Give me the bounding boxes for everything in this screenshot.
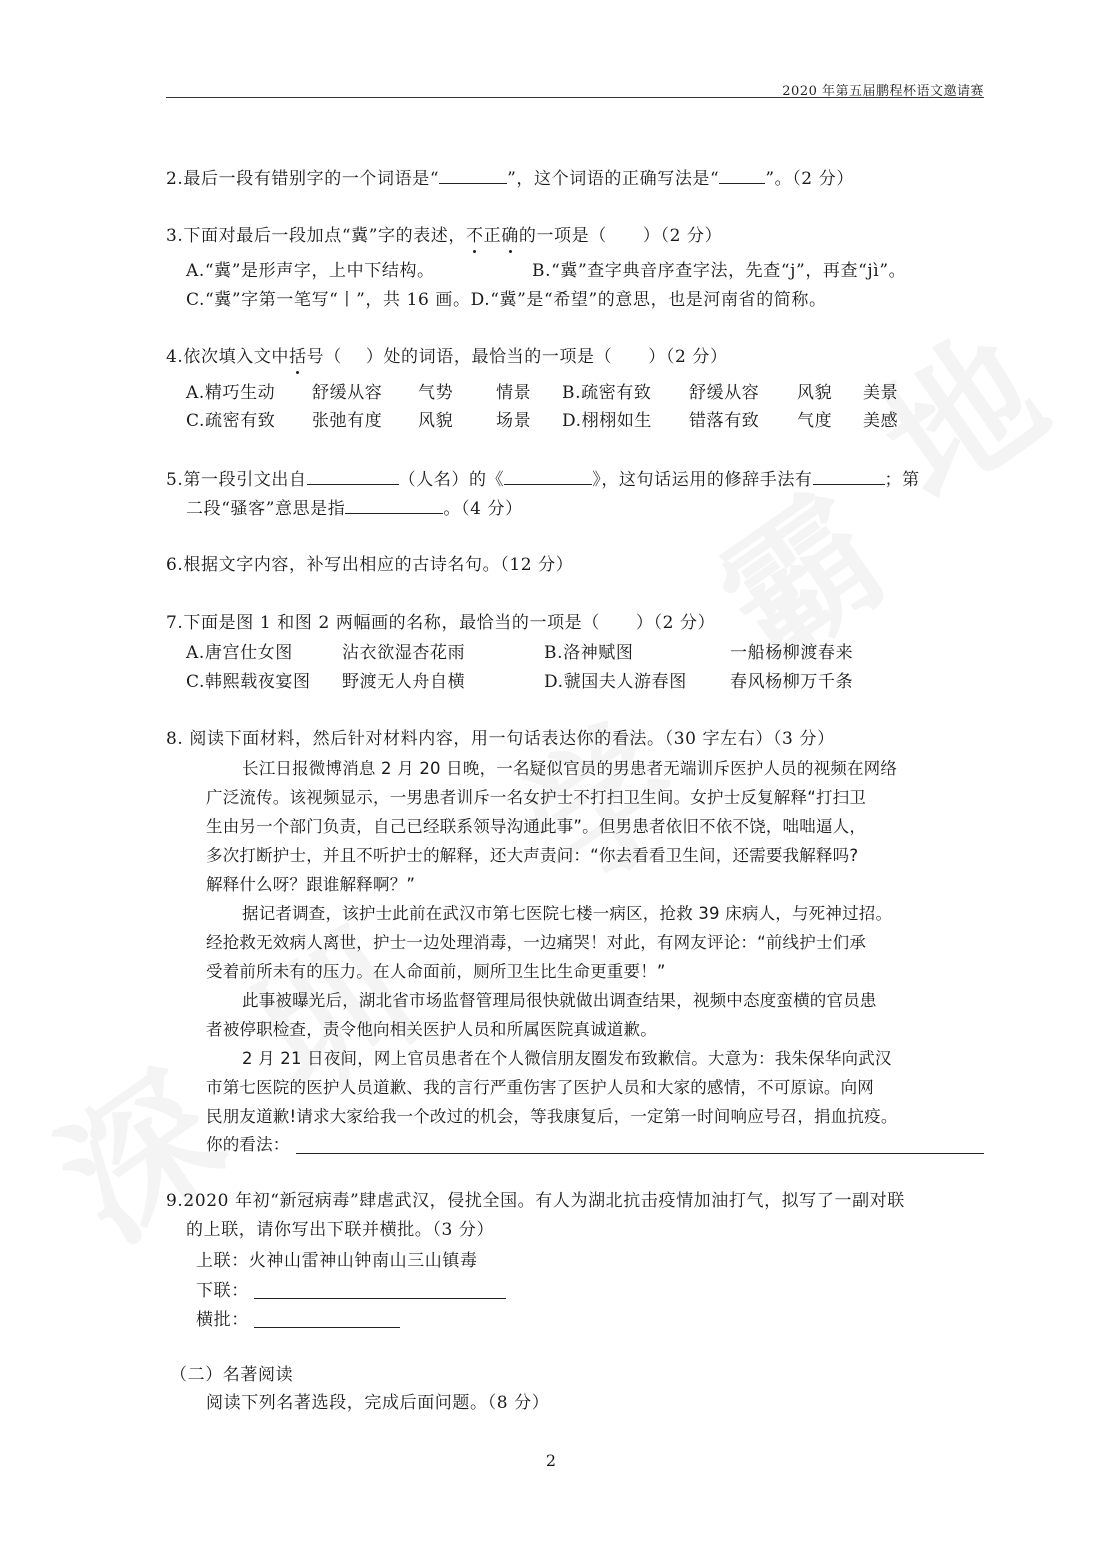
question-2: 2.最后一段有错别字的一个词语是“ ”，这个词语的正确写法是“ ”。（2 分） [166, 169, 854, 189]
answer-label: 你的看法： [206, 1135, 290, 1154]
material-line: 据记者调查，该护士此前在武汉市第七医院七楼一病区，抢救 39 床病人，与死神过招。 [242, 904, 893, 923]
question-9-stem: 9.2020 年初“新冠病毒”肆虐武汉，侵扰全国。有人为湖北抗击疫情加油打气，拟写了一副对联 [166, 1191, 905, 1211]
answer-blank[interactable] [719, 167, 765, 184]
material-line: 生由另一个部门负责，自己已经联系领导沟通此事”。但男患者依旧不依不饶，咄咄逼人， [206, 817, 867, 836]
section-intro: 阅读下列名著选段，完成后面问题。（8 分） [206, 1393, 550, 1413]
material-line: 2 月 21 日夜间，网上官员患者在个人微信朋友圈发布致歉信。大意为：我朱保华向武汉 [242, 1049, 892, 1068]
material-line: 此事被曝光后，湖北省市场监督管理局很快就做出调查结果，视频中态度蛮横的官员患 [242, 991, 877, 1010]
question-7-stem: 7.下面是图 1 和图 2 两幅画的名称，最恰当的一项是（ ）（2 分） [166, 613, 716, 633]
question-4-row: A.精巧生动 舒缓从容 气势 情景 B.疏密有致 舒缓从容 风貌 美景 [186, 383, 899, 403]
question-9-stem-cont: 的上联，请你写出下联并横批。（3 分） [186, 1220, 495, 1240]
page-number: 2 [545, 1451, 557, 1470]
answer-blank[interactable] [813, 468, 885, 485]
material-line: 广泛流传。该视频显示，一男患者训斥一名女护士不打扫卫生间。女护士反复解释“打扫卫 [206, 788, 867, 807]
question-3-stem: 3.下面对最后一段加点“冀”字的表述，不正确的一项是（ ）（2 分） [166, 226, 723, 246]
answer-blank[interactable] [504, 468, 592, 485]
question-3-option-b: B.“冀”查字典音序查字法，先查“j”，再查“jì”。 [532, 261, 907, 281]
question-8-stem: 8. 阅读下面材料，然后针对材料内容，用一句话表达你的看法。（30 字左右）（3 分） [166, 729, 835, 749]
material-line: 民朋友道歉!请求大家给我一个改过的机会，等我康复后，一定第一时间响应号召，捐血抗疫。 [206, 1107, 898, 1126]
watermark-char [832, 277, 1079, 540]
couplet-lower-label: 下联： [196, 1281, 249, 1301]
answer-blank[interactable] [345, 497, 443, 514]
question-4-row: C.疏密有致 张弛有度 风貌 场景 D.栩栩如生 错落有致 气度 美感 [186, 411, 899, 431]
header-rule [166, 97, 984, 98]
header-title: 2020 年第五届鹏程杯语文邀请赛 [782, 84, 984, 99]
couplet-lower-line[interactable] [254, 1298, 506, 1299]
answer-blank[interactable] [439, 167, 507, 184]
material-line: 者被停职检查，责令他向相关医护人员和所属医院真诚道歉。 [206, 1020, 657, 1039]
question-5-line1: 5.第一段引文出自 （人名）的《 》，这句话运用的修辞手法有 ；第 [166, 470, 920, 490]
material-line: 经抢救无效病人离世，护士一边处理消毒，一边痛哭！对此，有网友评论：“前线护士们承 [206, 933, 867, 952]
question-7-row: A.唐宫仕女图 沾衣欲湿杏花雨 B.洛神赋图 一船杨柳渡春来 [186, 643, 854, 663]
material-line: 受着前所未有的压力。在人命面前，厕所卫生比生命更重要！” [206, 962, 666, 981]
couplet-banner-label: 横批： [196, 1310, 249, 1330]
couplet-banner-line[interactable] [254, 1327, 400, 1328]
material-line: 长江日报微博消息 2 月 20 日晚，一名疑似官员的男患者无端训斥医护人员的视频在网络 [242, 759, 898, 778]
question-3-option-a: A.“冀”是形声字，上中下结构。 [186, 261, 435, 281]
material-line: 多次打断护士，并且不听护士的解释，还大声责问：“你去看看卫生间，还需要我解释吗? [206, 846, 859, 865]
material-line: 市第七医院的医护人员道歉、我的言行严重伤害了医护人员和大家的感情，不可原谅。向网 [206, 1078, 874, 1097]
question-6: 6.根据文字内容，补写出相应的古诗名句。（12 分） [166, 555, 574, 575]
question-5-line2: 二段“骚客”意思是指 。（4 分） [186, 499, 523, 519]
material-line: 解释什么呀？跟谁解释啊？” [206, 875, 416, 894]
section-title: （二）名著阅读 [170, 1365, 294, 1385]
answer-line[interactable] [296, 1153, 984, 1154]
couplet-upper: 上联：火神山雷神山钟南山三山镇毒 [196, 1251, 478, 1271]
question-3-option-cd: C.“冀”字第一笔写“丨”，共 16 画。D.“冀”是“希望”的意思，也是河南省的简称。 [186, 290, 827, 310]
answer-blank[interactable] [307, 468, 399, 485]
question-4-stem: 4.依次填入文中括号（ ）处的词语，最恰当的一项是（ ）（2 分） [166, 347, 728, 367]
question-7-row: C.韩熙载夜宴图 野渡无人舟自横 D.虢国夫人游春图 春风杨柳万千条 [186, 672, 854, 692]
